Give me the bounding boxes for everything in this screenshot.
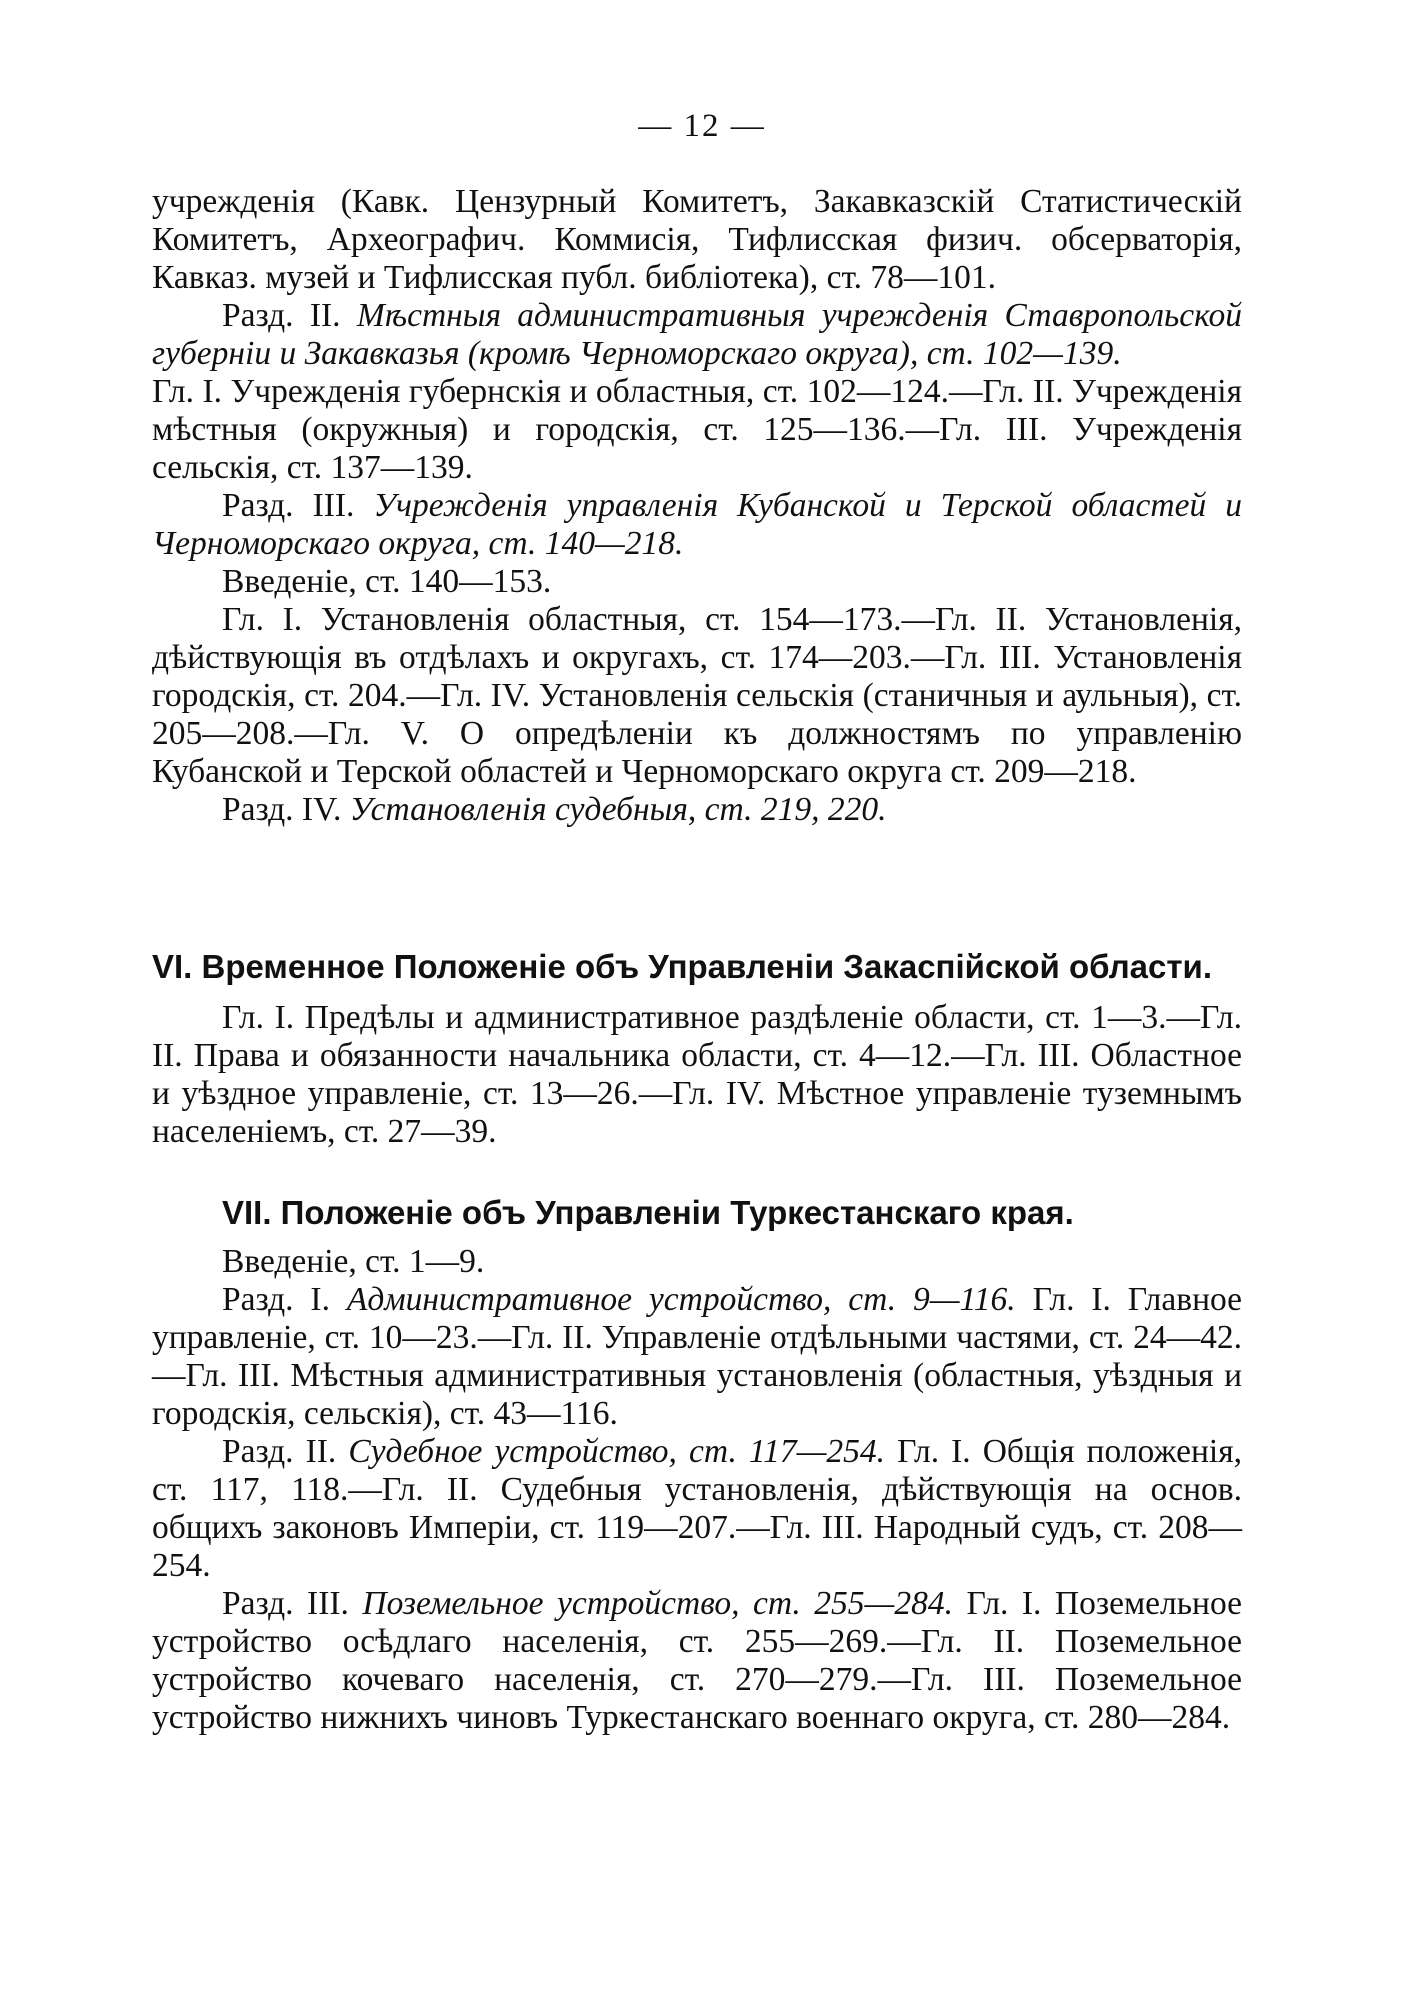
razd-4-title: Установленія судебныя, ст. 219, 220. bbox=[349, 791, 887, 828]
razd-2-label: Разд. II. bbox=[222, 1433, 337, 1470]
razd-2-chapters: Гл. I. Общія положенія, ст. 117, 118.—Гл. II. Судебныя установленія, дѣйствующія на основ. общихъ законовъ Имперіи, ст. 119—207.—Гл. III. Народный судъ, ст. 208—254. bbox=[152, 1433, 1243, 1584]
section-5-intro-paragraph: учрежденія (Кавк. Цензурный Комитетъ, Закавказскій Статистическій Комитетъ, Археографич. Коммисія, Тифлисская физич. обсерваторія, Кавказ. музей и Тифлисская публ. библіотека), ст. 78—101. bbox=[152, 183, 1242, 296]
razd-3-chapters: Гл. I. Поземельное устройство осѣдлаго населенія, ст. 255—269.—Гл. II. Поземельное устройство кочеваго населенія, ст. 270—279.—Гл. III. Поземельное устройство нижнихъ чиновъ Туркестанскаго военнаго округа, ст. 280—284. bbox=[152, 1585, 1242, 1736]
section-7-heading-block bbox=[152, 1193, 1242, 1233]
razd-3-label: Разд. III. bbox=[222, 487, 355, 524]
section-7-razd-2-paragraph bbox=[152, 1433, 1242, 1585]
section-7-razd-1-paragraph bbox=[152, 1281, 1242, 1433]
razd-3-title: Поземельное устройство, ст. 255—284. bbox=[362, 1585, 953, 1622]
section-6-heading: VI. Временное Положеніе объ Управленіи Закаспійской области. bbox=[152, 948, 1212, 985]
razd-3-label: Разд. III. bbox=[222, 1585, 349, 1622]
razd-4-label: Разд. IV. bbox=[222, 791, 342, 828]
section-5-razd-2-paragraph bbox=[152, 297, 1242, 373]
section-7-heading: VII. Положеніе объ Управленіи Туркестанскаго края. bbox=[222, 1194, 1074, 1231]
razd-3-title: Учрежденія управленія Кубанской и Терской областей и Черноморскаго округа, ст. 140—218. bbox=[152, 487, 1243, 562]
page-number: — 12 — bbox=[638, 108, 766, 144]
section-7-content bbox=[152, 1243, 1242, 1737]
section-5-vvedenie: Введеніе, ст. 140—153. bbox=[222, 563, 552, 600]
section-5-razd-3-paragraph bbox=[152, 487, 1242, 563]
razd-1-chapters: Гл. I. Главное управленіе, ст. 10—23.—Гл. II. Управленіе отдѣльными частями, ст. 24—42.—Гл. III. Мѣстныя административныя установленія (областныя, уѣздныя и городскія, сельскія), ст. 43—116. bbox=[152, 1281, 1243, 1432]
section-5-content bbox=[152, 183, 1242, 829]
razd-2-label: Разд. II. bbox=[222, 297, 341, 334]
section-6-paragraph: Гл. I. Предѣлы и административное раздѣленіе области, ст. 1—3.—Гл. II. Права и обязанности начальника области, ст. 4—12.—Гл. III. Областное и уѣздное управленіе, ст. 13—26.—Гл. IV. Мѣстное управленіе туземнымъ населеніемъ, ст. 27—39. bbox=[152, 999, 1242, 1150]
section-7-vvedenie: Введеніе, ст. 1—9. bbox=[222, 1243, 485, 1280]
razd-2-title: Судебное устройство, ст. 117—254. bbox=[348, 1433, 886, 1470]
section-5-razd-4-paragraph bbox=[152, 791, 1242, 829]
section-5-razd-3-chapters: Гл. I. Установленія областныя, ст. 154—173.—Гл. II. Установленія, дѣйствующія въ отдѣлахъ и округахъ, ст. 174—203.—Гл. III. Установленія городскія, ст. 204.—Гл. IV. Установленія сельскія (станичныя и аульныя), ст. 205—208.—Гл. V. О опредѣленіи къ должностямъ по управленію Кубанской и Терской областей и Черноморскаго округа ст. 209—218. bbox=[152, 601, 1242, 790]
section-6-heading-block bbox=[152, 947, 1242, 987]
razd-2-title: Мѣстныя административныя учрежденія Ставропольской губерніи и Закавказья (кромѣ Черноморскаго округа), ст. 102—139. bbox=[152, 297, 1243, 372]
section-7-razd-3-paragraph bbox=[152, 1585, 1242, 1737]
section-6-content bbox=[152, 999, 1242, 1151]
razd-1-title: Административное устройство, ст. 9—116. bbox=[346, 1281, 1016, 1318]
section-5-razd-2-chapters: Гл. I. Учрежденія губернскія и областныя, ст. 102—124.—Гл. II. Учрежденія мѣстныя (окружныя) и городскія, ст. 125—136.—Гл. III. Учрежденія сельскія, ст. 137—139. bbox=[152, 373, 1242, 486]
razd-1-label: Разд. I. bbox=[222, 1281, 330, 1318]
